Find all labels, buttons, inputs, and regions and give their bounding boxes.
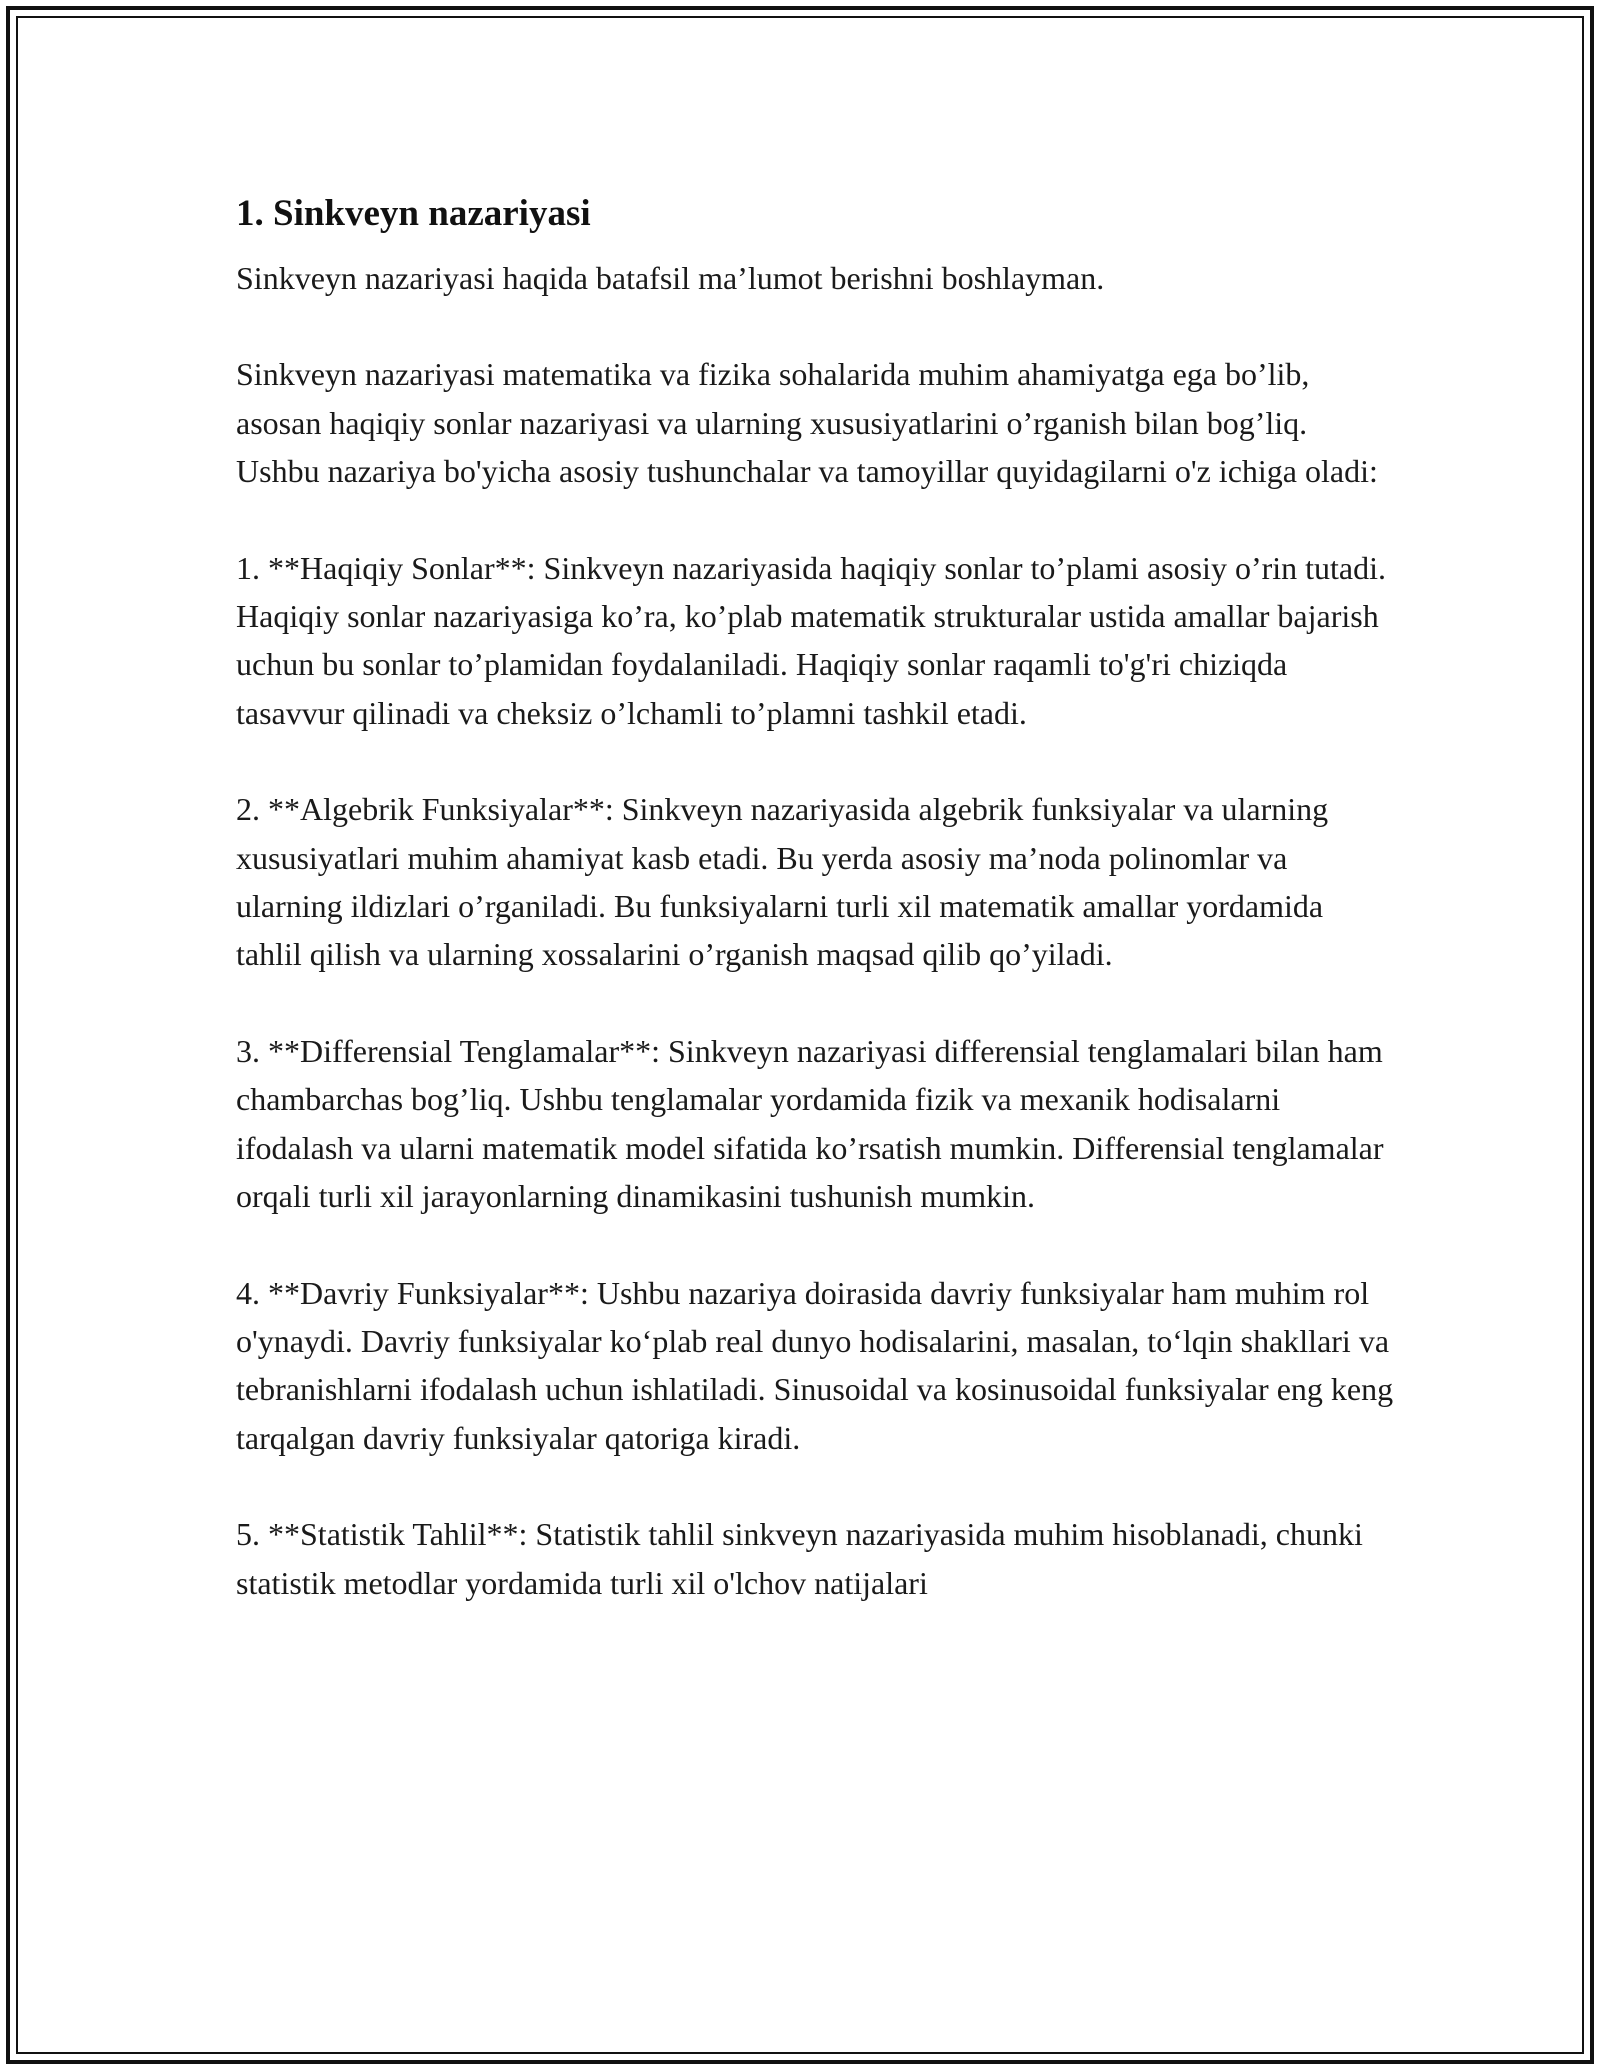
section-heading: 1. Sinkveyn nazariyasi [236,193,591,234]
overview-paragraph: Sinkveyn nazariyasi matematika va fizika sohalarida muhim ahamiyatga ega bo’lib, asosan haqiqiy sonlar nazariyasi va ularning xususiyatlarini o’rganish bilan bog’liq. Ushbu nazariya bo'yicha asosiy tushunchalar va tamoyillar quyidagilarni o'z ichiga oladi: [236,356,1378,490]
list-item-real-numbers: 1. **Haqiqiy Sonlar**: Sinkveyn nazariyasida haqiqiy sonlar to’plami asosiy o’rin tutadi. Haqiqiy sonlar nazariyasiga ko’ra, ko’plab matematik strukturalar ustida amallar bajarish uchun bu sonlar to’plamidan foydalaniladi. Haqiqiy sonlar raqamli to'g'ri chiziqda tasavvur qilinadi va cheksiz o’lchamli to’plamni tashkil etadi. [236,549,1387,731]
list-item-periodic-functions: 4. **Davriy Funksiyalar**: Ushbu nazariya doirasida davriy funksiyalar ham muhim rol o'ynaydi. Davriy funksiyalar ko‘plab real dunyo hodisalarini, masalan, to‘lqin shakllari va tebranishlarni ifodalash uchun ishlatiladi. Sinusoidal va kosinusoidal funksiyalar eng keng tarqalgan davriy funksiyalar qatoriga kiradi. [236,1274,1394,1456]
document-body [236,188,1396,1607]
intro-paragraph: Sinkveyn nazariyasi haqida batafsil ma’lumot berishni boshlayman. [236,260,1105,296]
list-item-differential-equations: 3. **Differensial Tenglamalar**: Sinkveyn nazariyasi differensial tenglamalari bilan ham chambarchas bog’liq. Ushbu tenglamalar yordamida fizik va mexanik hodisalarni ifodalash va ularni matematik model sifatida ko’rsatish mumkin. Differensial tenglamalar orqali turli xil jarayonlarning dinamikasini tushunish mumkin. [236,1032,1384,1215]
list-item-statistical-analysis: 5. **Statistik Tahlil**: Statistik tahlil sinkveyn nazariyasida muhim hisoblanadi, chunki statistik metodlar yordamida turli xil o'lchov natijalari [236,1516,1363,1601]
list-item-algebraic-functions: 2. **Algebrik Funksiyalar**: Sinkveyn nazariyasida algebrik funksiyalar va ularning xususiyatlari muhim ahamiyat kasb etadi. Bu yerda asosiy ma’noda polinomlar va ularning ildizlari o’rganiladi. Bu funksiyalarni turli xil matematik amallar yordamida tahlil qilish va ularning xossalarini o’rganish maqsad qilib qo’yiladi. [236,791,1329,973]
